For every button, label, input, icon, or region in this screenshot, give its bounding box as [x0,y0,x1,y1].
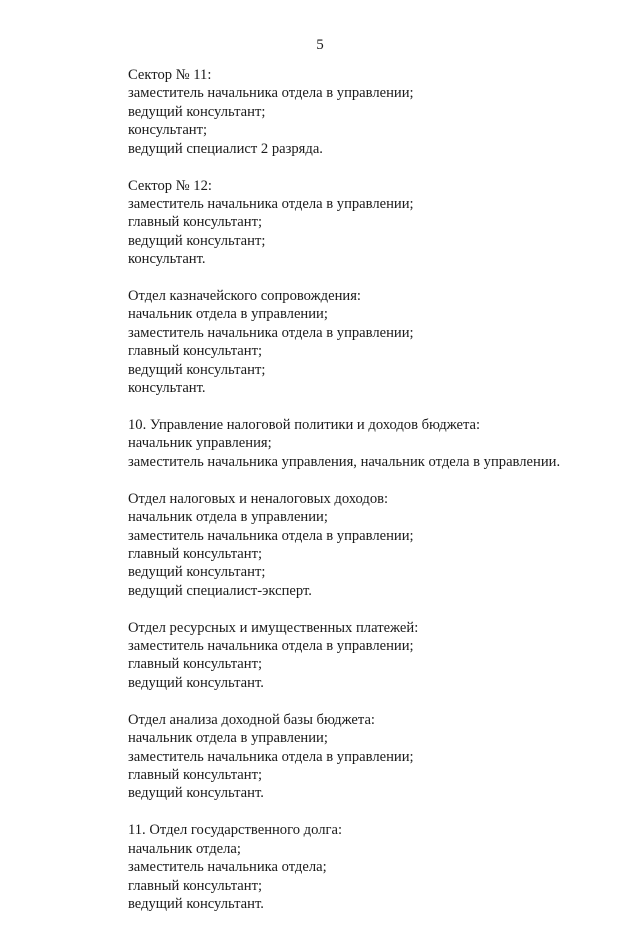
section-revenue-analysis-department [128,711,628,803]
section-heading: Отдел ресурсных и имущественных платежей: [128,619,419,636]
position-line: ведущий консультант; [128,564,266,581]
position-line: главный консультант; [128,877,263,894]
position-line: заместитель начальника отдела в управлении; [128,638,414,655]
position-line: заместитель начальника отдела в управлении; [128,748,414,765]
section-heading: 11. Отдел государственного долга: [128,822,343,839]
section-sector-12 [128,177,628,269]
position-line: начальник управления; [128,435,272,452]
position-line: начальник отдела в управлении; [128,509,328,526]
position-line: заместитель начальника отдела в управлении; [128,85,414,102]
document-body [128,66,628,932]
position-line: заместитель начальника управления, начальник отдела в управлении. [128,453,561,470]
position-line: консультант. [128,380,206,397]
position-line: ведущий консультант; [128,232,266,249]
position-line: главный консультант; [128,656,263,673]
position-line: заместитель начальника отдела в управлении; [128,195,414,212]
section-heading: 10. Управление налоговой политики и доходов бюджета: [128,417,481,433]
position-line: главный консультант; [128,214,263,231]
position-line: заместитель начальника отдела; [128,859,327,876]
position-line: ведущий консультант. [128,785,264,802]
section-sector-11 [128,66,628,158]
section-public-debt-department [128,821,628,913]
section-resource-payments-department [128,619,628,693]
position-line: консультант. [128,251,206,268]
position-line: ведущий консультант. [128,895,264,912]
section-heading: Отдел анализа доходной базы бюджета: [128,711,375,728]
section-heading: Отдел казначейского сопровождения: [128,288,361,305]
position-line: главный консультант; [128,767,263,783]
section-heading: Отдел налоговых и неналоговых доходов: [128,490,389,507]
section-tax-revenue-department [128,490,628,600]
position-line: начальник отдела в управлении; [128,306,328,323]
position-line: заместитель начальника отдела в управлении; [128,527,414,544]
position-line: начальник отдела в управлении; [128,730,328,747]
position-line: консультант; [128,122,208,139]
section-heading: Сектор № 12: [128,177,212,194]
position-line: главный консультант; [128,343,263,360]
position-line: ведущий консультант; [128,103,266,120]
position-line: ведущий консультант; [128,361,266,378]
position-line: заместитель начальника отдела в управлении; [128,324,414,341]
page-number: 5 [316,37,324,53]
section-treasury-support-department [128,287,628,397]
section-tax-policy-directorate [128,416,628,471]
position-line: ведущий специалист-эксперт. [128,582,312,599]
section-heading: Сектор № 11: [128,67,212,83]
position-line: ведущий консультант. [128,674,264,691]
position-line: главный консультант; [128,545,263,562]
position-line: начальник отдела; [128,840,241,857]
position-line: ведущий специалист 2 разряда. [128,140,323,157]
